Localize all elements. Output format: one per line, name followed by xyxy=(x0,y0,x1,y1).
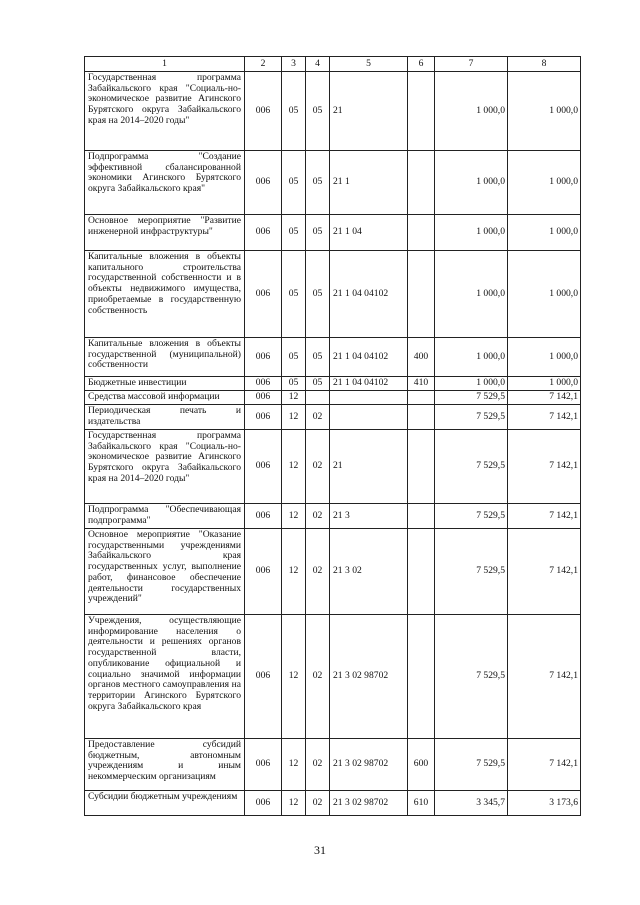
cell-expense-type xyxy=(408,391,435,405)
table-header xyxy=(85,57,581,72)
row-name: Периодическая печать и издательства xyxy=(85,405,245,430)
cell-amount-col7: 7 529,5 xyxy=(435,529,508,615)
document-page xyxy=(84,56,580,816)
cell-ministry-code: 006 xyxy=(245,739,282,791)
cell-expense-type xyxy=(408,615,435,739)
row-name: Бюджетные инвестиции xyxy=(85,377,245,391)
cell-ministry-code: 006 xyxy=(245,504,282,529)
cell-expense-type: 410 xyxy=(408,377,435,391)
cell-section: 05 xyxy=(282,338,306,377)
cell-subsection: 05 xyxy=(306,251,330,338)
cell-target-article: 21 xyxy=(330,430,408,504)
cell-target-article: 21 3 02 98702 xyxy=(330,739,408,791)
cell-amount-col8: 7 142,1 xyxy=(508,504,581,529)
header-col-5: 5 xyxy=(330,57,408,72)
header-col-2: 2 xyxy=(245,57,282,72)
cell-amount-col8: 1 000,0 xyxy=(508,215,581,251)
row-name: Субсидии бюджетным учреждениям xyxy=(85,791,245,816)
cell-target-article: 21 3 02 xyxy=(330,529,408,615)
cell-section: 12 xyxy=(282,405,306,430)
table-row xyxy=(85,739,581,791)
table-row xyxy=(85,405,581,430)
table-row xyxy=(85,151,581,215)
cell-amount-col8: 7 142,1 xyxy=(508,615,581,739)
cell-amount-col8: 7 142,1 xyxy=(508,430,581,504)
table-row xyxy=(85,791,581,816)
row-name: Подпрограмма "Обеспечивающая подпрограмма" xyxy=(85,504,245,529)
cell-amount-col8: 1 000,0 xyxy=(508,338,581,377)
cell-section: 12 xyxy=(282,739,306,791)
cell-section: 05 xyxy=(282,151,306,215)
cell-target-article: 21 3 xyxy=(330,504,408,529)
cell-section: 05 xyxy=(282,251,306,338)
header-col-1: 1 xyxy=(85,57,245,72)
cell-section: 12 xyxy=(282,504,306,529)
table-row xyxy=(85,338,581,377)
cell-amount-col7: 1 000,0 xyxy=(435,72,508,151)
header-col-6: 6 xyxy=(408,57,435,72)
cell-subsection xyxy=(306,391,330,405)
cell-ministry-code: 006 xyxy=(245,529,282,615)
cell-ministry-code: 006 xyxy=(245,405,282,430)
cell-subsection: 05 xyxy=(306,377,330,391)
header-col-8: 8 xyxy=(508,57,581,72)
table-row xyxy=(85,251,581,338)
budget-table xyxy=(84,56,581,816)
row-name: Подпрограмма "Создание эффективной сбалансированной экономики Агинского Бурятского округа Забайкальского края" xyxy=(85,151,245,215)
cell-ministry-code: 006 xyxy=(245,391,282,405)
cell-amount-col7: 7 529,5 xyxy=(435,615,508,739)
cell-subsection: 02 xyxy=(306,739,330,791)
cell-ministry-code: 006 xyxy=(245,430,282,504)
cell-ministry-code: 006 xyxy=(245,377,282,391)
header-col-4: 4 xyxy=(306,57,330,72)
row-name: Предоставление субсидий бюджетным, автономным учреждениям и иным некоммерческим организациям xyxy=(85,739,245,791)
cell-amount-col8: 1 000,0 xyxy=(508,72,581,151)
cell-expense-type xyxy=(408,529,435,615)
cell-expense-type xyxy=(408,251,435,338)
page-number: 31 xyxy=(314,843,326,857)
table-row xyxy=(85,391,581,405)
cell-subsection: 05 xyxy=(306,338,330,377)
cell-ministry-code: 006 xyxy=(245,215,282,251)
cell-expense-type xyxy=(408,504,435,529)
header-row xyxy=(85,57,581,72)
table-row xyxy=(85,215,581,251)
cell-amount-col7: 7 529,5 xyxy=(435,504,508,529)
cell-amount-col8: 7 142,1 xyxy=(508,529,581,615)
cell-amount-col7: 1 000,0 xyxy=(435,215,508,251)
cell-target-article: 21 1 04 04102 xyxy=(330,338,408,377)
cell-amount-col8: 7 142,1 xyxy=(508,739,581,791)
row-name: Капитальные вложения в объекты государственной (муниципальной) собственности xyxy=(85,338,245,377)
cell-section: 05 xyxy=(282,72,306,151)
row-name: Государственная программа Забайкальского края "Социаль-но-экономическое развитие Агинского Бурятского округа Забайкальского края на 2014–2020 годы" xyxy=(85,72,245,151)
cell-expense-type: 400 xyxy=(408,338,435,377)
cell-ministry-code: 006 xyxy=(245,251,282,338)
cell-section: 12 xyxy=(282,529,306,615)
cell-subsection: 05 xyxy=(306,72,330,151)
cell-amount-col7: 7 529,5 xyxy=(435,405,508,430)
row-name: Капитальные вложения в объекты капитального строительства государственной собственности и в объекты недвижимого имущества, приобретаемые в государственную собственность xyxy=(85,251,245,338)
cell-subsection: 02 xyxy=(306,529,330,615)
cell-expense-type xyxy=(408,215,435,251)
cell-section: 05 xyxy=(282,215,306,251)
row-name: Основное мероприятие "Развитие инженерной инфраструктуры" xyxy=(85,215,245,251)
cell-target-article: 21 1 04 04102 xyxy=(330,377,408,391)
row-name: Государственная программа Забайкальского края "Социаль-но-экономическое развитие Агинского Бурятского округа Забайкальского края на 2014–2020 годы" xyxy=(85,430,245,504)
table-row xyxy=(85,430,581,504)
cell-target-article: 21 1 xyxy=(330,151,408,215)
header-col-7: 7 xyxy=(435,57,508,72)
cell-amount-col8: 1 000,0 xyxy=(508,151,581,215)
cell-ministry-code: 006 xyxy=(245,338,282,377)
cell-subsection: 05 xyxy=(306,215,330,251)
table-row xyxy=(85,72,581,151)
row-name: Учреждения, осуществляющие информирование населения о деятельности и решениях органов государственной власти, опубликование официальной и социально значимой информации органов местного самоуправления на территории Агинского Бурятского округа Забайкальского края xyxy=(85,615,245,739)
cell-amount-col7: 1 000,0 xyxy=(435,151,508,215)
cell-expense-type xyxy=(408,430,435,504)
table-row xyxy=(85,504,581,529)
cell-subsection: 02 xyxy=(306,430,330,504)
cell-section: 05 xyxy=(282,377,306,391)
cell-expense-type: 600 xyxy=(408,739,435,791)
cell-section: 12 xyxy=(282,430,306,504)
cell-target-article xyxy=(330,391,408,405)
cell-amount-col8: 1 000,0 xyxy=(508,377,581,391)
cell-subsection: 02 xyxy=(306,504,330,529)
cell-amount-col8: 7 142,1 xyxy=(508,405,581,430)
cell-target-article xyxy=(330,405,408,430)
cell-target-article: 21 3 02 98702 xyxy=(330,615,408,739)
cell-amount-col8: 3 173,6 xyxy=(508,791,581,816)
cell-amount-col7: 7 529,5 xyxy=(435,430,508,504)
cell-target-article: 21 1 04 04102 xyxy=(330,251,408,338)
cell-ministry-code: 006 xyxy=(245,72,282,151)
cell-target-article: 21 xyxy=(330,72,408,151)
cell-subsection: 02 xyxy=(306,405,330,430)
cell-section: 12 xyxy=(282,391,306,405)
row-name: Средства массовой информации xyxy=(85,391,245,405)
cell-subsection: 02 xyxy=(306,615,330,739)
cell-amount-col7: 1 000,0 xyxy=(435,251,508,338)
cell-ministry-code: 006 xyxy=(245,151,282,215)
cell-amount-col7: 3 345,7 xyxy=(435,791,508,816)
cell-amount-col7: 7 529,5 xyxy=(435,391,508,405)
row-name: Основное мероприятие "Оказание государственными учреждениями Забайкальского края государственных услуг, выполнение работ, финансовое обеспечение деятельности государственных учреждений" xyxy=(85,529,245,615)
cell-subsection: 02 xyxy=(306,791,330,816)
cell-amount-col8: 1 000,0 xyxy=(508,251,581,338)
cell-expense-type xyxy=(408,72,435,151)
cell-amount-col7: 1 000,0 xyxy=(435,338,508,377)
cell-amount-col7: 7 529,5 xyxy=(435,739,508,791)
cell-amount-col7: 1 000,0 xyxy=(435,377,508,391)
cell-expense-type xyxy=(408,405,435,430)
cell-ministry-code: 006 xyxy=(245,615,282,739)
cell-subsection: 05 xyxy=(306,151,330,215)
cell-ministry-code: 006 xyxy=(245,791,282,816)
cell-target-article: 21 1 04 xyxy=(330,215,408,251)
cell-section: 12 xyxy=(282,791,306,816)
cell-amount-col8: 7 142,1 xyxy=(508,391,581,405)
cell-section: 12 xyxy=(282,615,306,739)
cell-target-article: 21 3 02 98702 xyxy=(330,791,408,816)
table-row xyxy=(85,377,581,391)
table-row xyxy=(85,529,581,615)
cell-expense-type: 610 xyxy=(408,791,435,816)
table-row xyxy=(85,615,581,739)
cell-expense-type xyxy=(408,151,435,215)
header-col-3: 3 xyxy=(282,57,306,72)
